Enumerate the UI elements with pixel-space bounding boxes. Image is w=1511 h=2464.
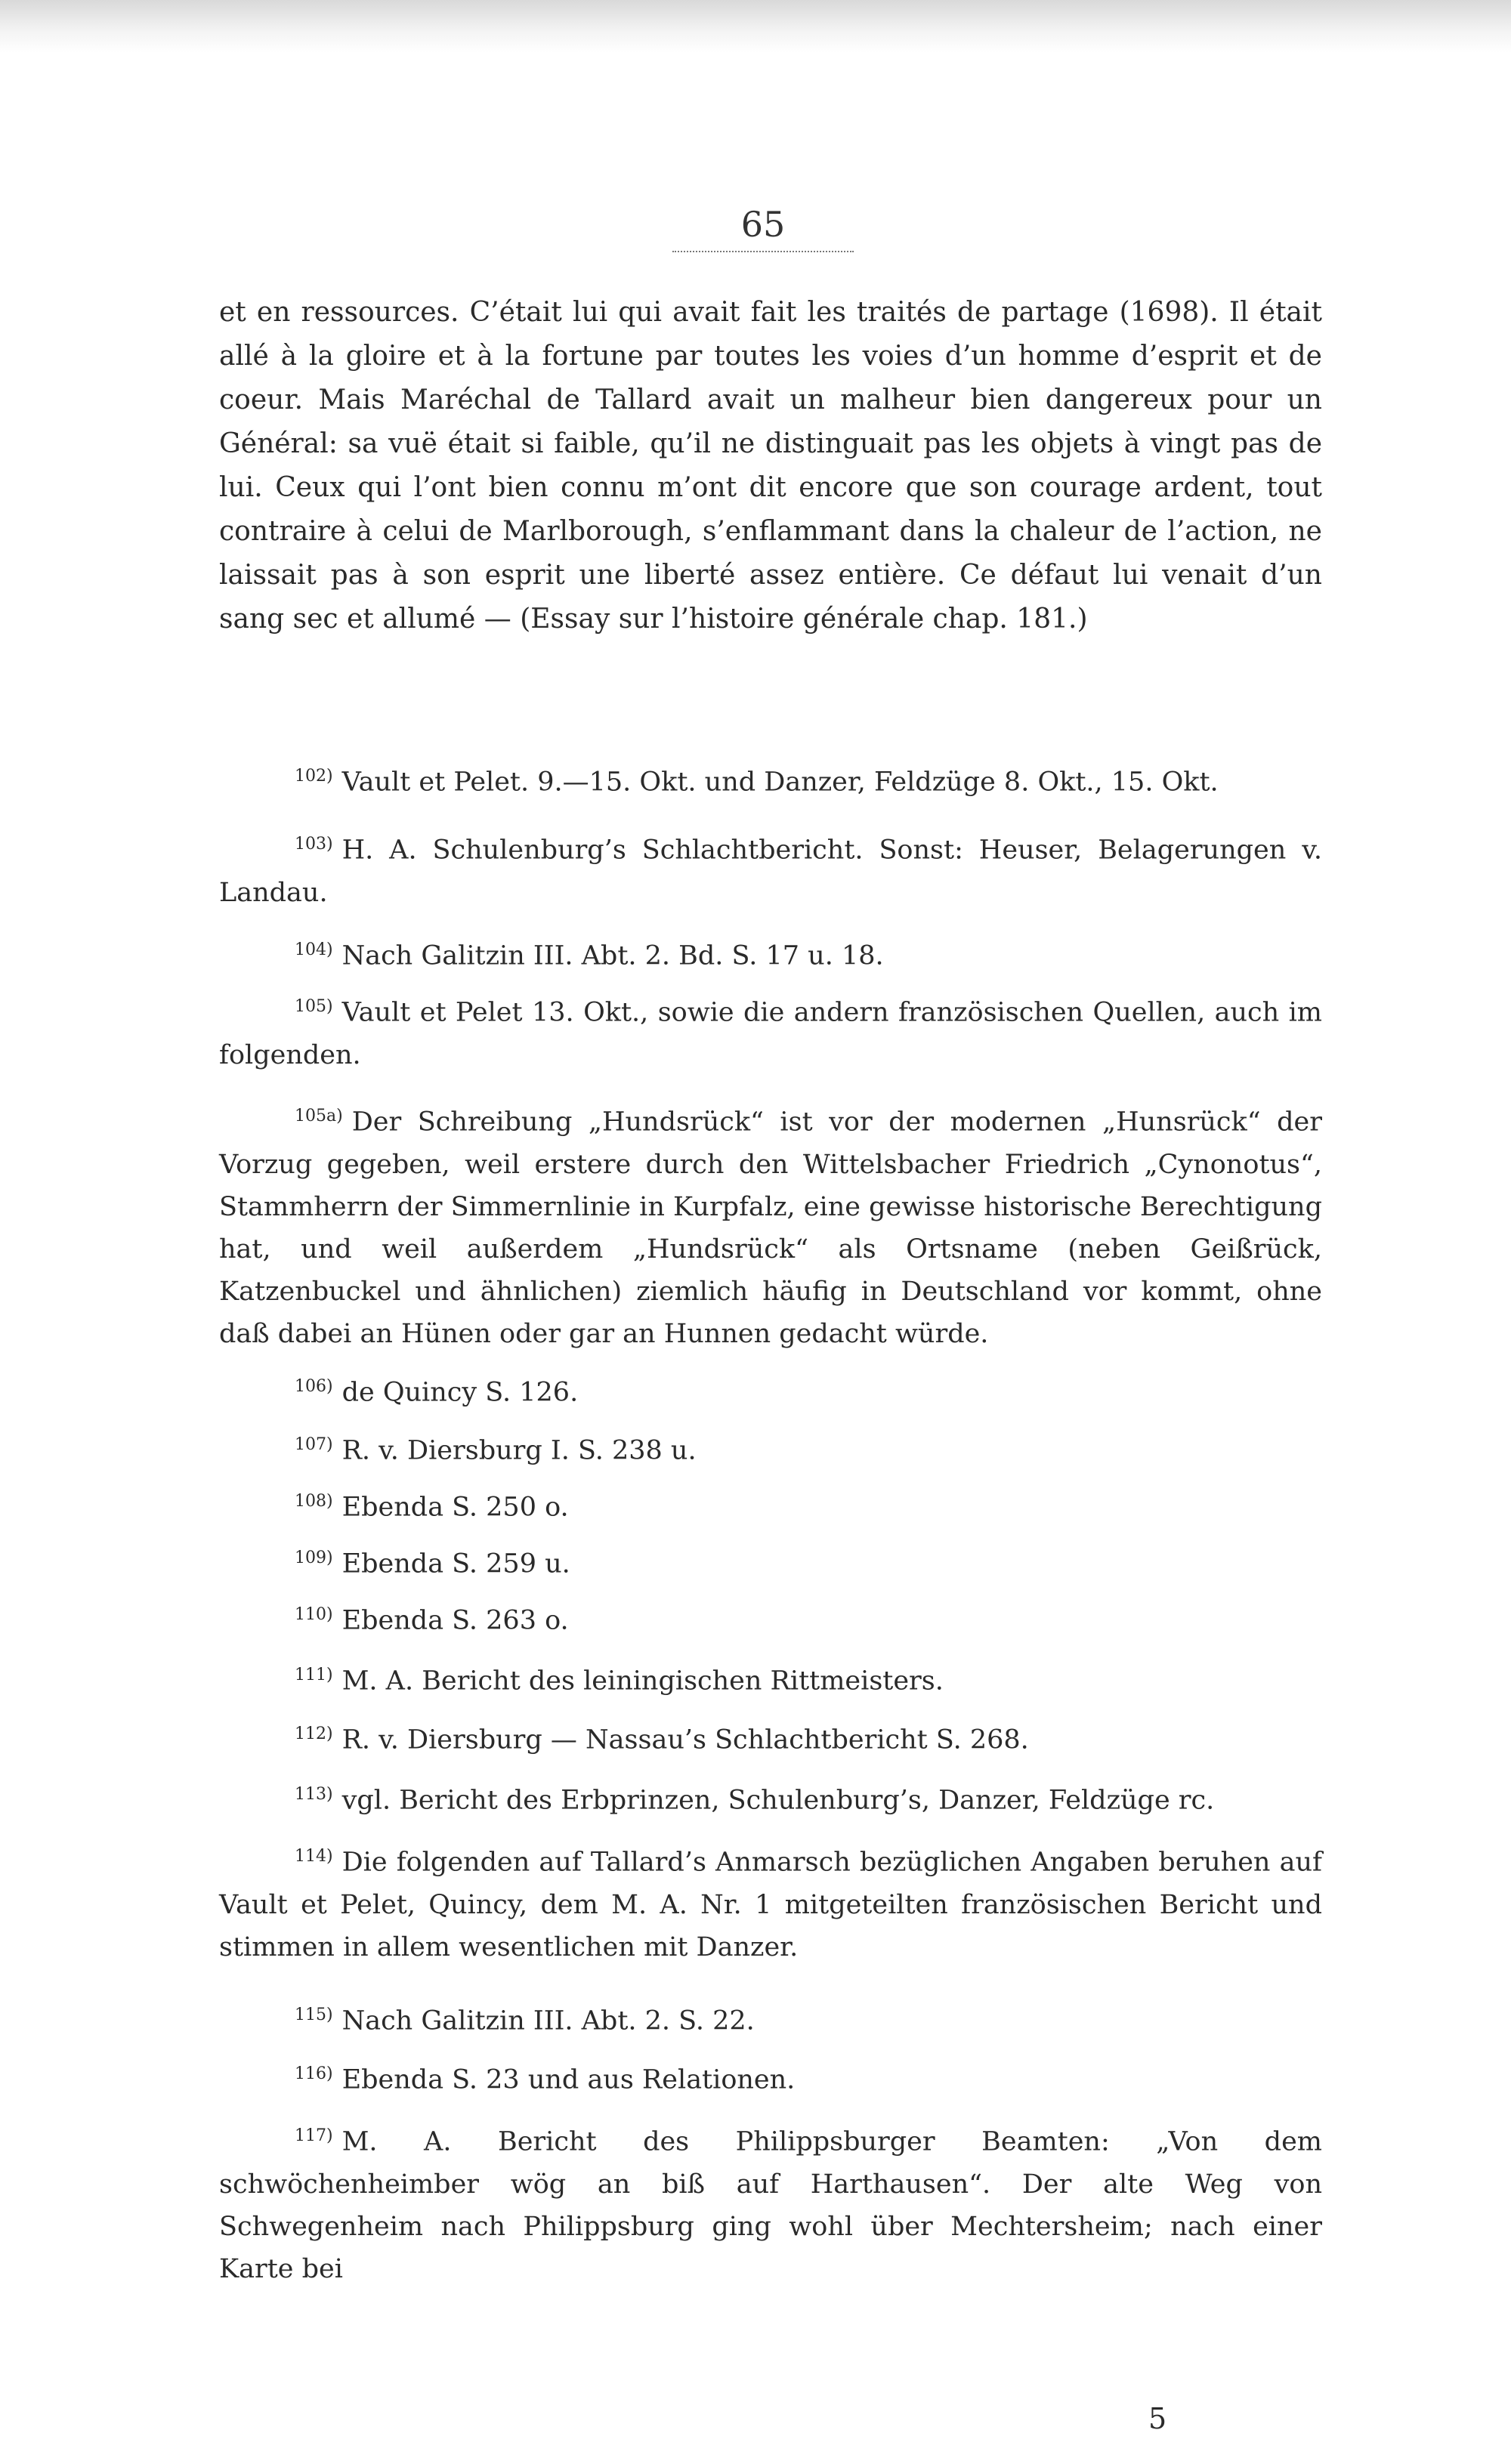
footnote-text: Vault et Pelet 13. Okt., sowie die andern französischen Quellen, auch im folgenden. <box>219 997 1322 1070</box>
footnote <box>219 1713 1322 1762</box>
footnote-text: R. v. Diersburg — Nassau’s Schlachtbericht S. 268. <box>341 1724 1029 1755</box>
footnote-number: 102) <box>295 767 333 786</box>
footnote-text: Vault et Pelet. 9.—15. Okt. und Danzer, Feldzüge 8. Okt., 15. Okt. <box>341 767 1219 798</box>
footnote-number: 117) <box>295 2126 333 2145</box>
footnote <box>219 929 1322 977</box>
footnote <box>219 1836 1322 1968</box>
footnote <box>219 1774 1322 1822</box>
footnote-number: 103) <box>295 835 333 854</box>
footnote <box>219 1994 1322 2043</box>
footnote <box>219 1537 1322 1586</box>
footnote <box>219 2115 1322 2290</box>
footnote <box>219 1424 1322 1472</box>
page-number-rule <box>672 251 854 254</box>
footnote <box>219 1095 1322 1355</box>
footnote-text: Ebenda S. 250 o. <box>341 1492 569 1523</box>
footnote-number: 107) <box>295 1435 333 1454</box>
footnote <box>219 1481 1322 1529</box>
footnote-number: 112) <box>295 1724 333 1743</box>
page-number: 65 <box>740 204 786 245</box>
footnote-number: 108) <box>295 1492 333 1511</box>
footnote-text: vgl. Bericht des Erbprinzen, Schulenburg’s, Danzer, Feldzüge rc. <box>341 1785 1215 1816</box>
footnote-text: Ebenda S. 263 o. <box>341 1605 569 1636</box>
footnote-number: 110) <box>295 1605 333 1624</box>
footnote-text: de Quincy S. 126. <box>341 1377 579 1408</box>
footnote-number: 113) <box>295 1785 333 1804</box>
footnote-number: 105) <box>295 997 333 1016</box>
footnote-number: 114) <box>295 1847 333 1866</box>
footnote-text: Die folgenden auf Tallard’s Anmarsch bezüglichen Angaben beruhen auf Vault et Pelet, Quincy, dem M. A. Nr. 1 mitgeteilten französischen Bericht und stimmen in allem wesentlichen mit Danzer. <box>219 1847 1322 1962</box>
main-paragraph: et en ressources. C’était lui qui avait fait les traités de partage (1698). Il était allé à la gloire et à la fortune par toutes les voies d’un homme d’esprit et de coeur. Mais Maréchal de Tallard avait un malheur bien dangereux pour un Général: sa vuë était si faible, qu’il ne distinguait pas les objets à vingt pas de lui. Ceux qui l’ont bien connu m’ont dit encore que son courage ardent, tout contraire à celui de Marlborough, s’enflammant dans la chaleur de l’action, ne laissait pas à son esprit une liberté assez entière. Ce défaut lui venait d’un sang sec et allumé — (Essay sur l’histoire générale chap. 181.) <box>219 297 1322 635</box>
scan-edge <box>0 0 1511 53</box>
sheet-signature-number: 5 <box>1148 2402 1167 2435</box>
footnote-number: 115) <box>295 2005 333 2024</box>
footnote-number: 116) <box>295 2064 333 2083</box>
footnote-number: 106) <box>295 1377 333 1396</box>
footnote-number: 105a) <box>295 1107 343 1125</box>
footnote <box>219 823 1322 914</box>
footnote-text: H. A. Schulenburg’s Schlachtbericht. Sonst: Heuser, Belagerungen v. Landau. <box>219 835 1322 908</box>
footnote-number: 104) <box>295 940 333 959</box>
footnote <box>219 1366 1322 1414</box>
footnote <box>219 2053 1322 2101</box>
footnote <box>219 1654 1322 1703</box>
footnote-text: Ebenda S. 23 und aus Relationen. <box>341 2064 796 2095</box>
footnote-text: R. v. Diersburg I. S. 238 u. <box>341 1435 697 1466</box>
footnote-text: Ebenda S. 259 u. <box>341 1548 570 1579</box>
footnote <box>219 986 1322 1076</box>
footnote-text: Der Schreibung „Hundsrück“ ist vor der modernen „Hunsrück“ der Vorzug gegeben, weil erstere durch den Wittelsbacher Friedrich „Cynonotus“, Stammherrn der Simmernlinie in Kurpfalz, eine gewisse historische Berechtigung hat, und weil außerdem „Hundsrück“ als Ortsname (neben Geißrück, Katzenbuckel und ähnlichen) ziemlich häufig in Deutschland vor kommt, ohne daß dabei an Hünen oder gar an Hunnen gedacht würde. <box>219 1107 1322 1349</box>
footnote-text: M. A. Bericht des leiningischen Rittmeisters. <box>341 1666 944 1697</box>
footnote-text: M. A. Bericht des Philippsburger Beamten: „Von dem schwöchenheimber wög an biß auf Harthausen“. Der alte Weg von Schwegenheim nach Philippsburg ging wohl über Mechtersheim; nach einer Karte bei <box>219 2126 1322 2284</box>
footnote <box>219 755 1322 804</box>
footnote-text: Nach Galitzin III. Abt. 2. S. 22. <box>341 2005 755 2036</box>
footnote-number: 111) <box>295 1666 333 1684</box>
footnote-number: 109) <box>295 1548 333 1567</box>
footnote-text: Nach Galitzin III. Abt. 2. Bd. S. 17 u. 18. <box>341 940 884 971</box>
footnote <box>219 1594 1322 1642</box>
